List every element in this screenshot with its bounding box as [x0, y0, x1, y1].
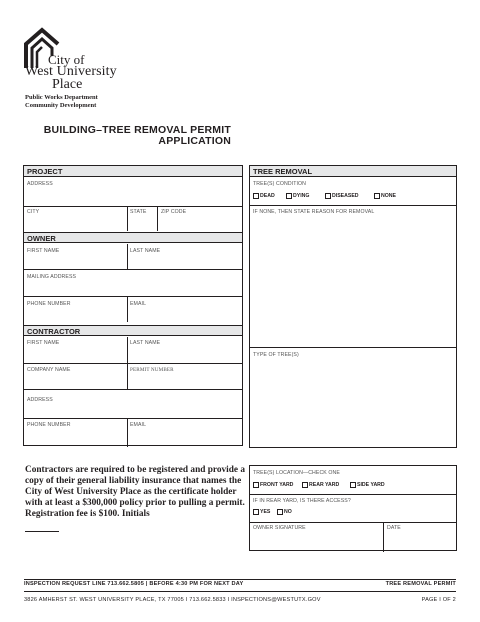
contractor-notice: Contractors are required to be registered and provide a copy of their general liability insurance that names the City of West University Place as the certificate holder with at least a $300,000 policy prior to pulling a permit. Registration fee is $100. Initials: [25, 465, 246, 519]
org-place: Place: [52, 77, 83, 92]
owner-first-name-label: FIRST NAME: [27, 248, 60, 254]
removal-reason-label: IF NONE, THEN STATE REASON FOR REMOVAL: [253, 209, 375, 215]
applicant-section: [23, 165, 243, 446]
contractor-email-label: EMAIL: [130, 422, 147, 428]
contractor-first-name-label: FIRST NAME: [27, 340, 60, 346]
contractor-permit-number-label: PERMIT NUMBER: [130, 367, 174, 373]
initials-line: [25, 531, 59, 532]
owner-signature-label: OWNER SIGNATURE: [253, 525, 306, 531]
footer-form-name: TREE REMOVAL PERMIT: [385, 581, 456, 587]
project-city-label: CITY: [27, 209, 40, 215]
tree-type-label: TYPE OF TREE(S): [253, 352, 299, 358]
project-state-label: STATE: [130, 209, 147, 215]
contractor-address-label: ADDRESS: [27, 397, 53, 403]
tree-condition-label: TREE(S) CONDITION: [253, 181, 306, 187]
owner-email-label: EMAIL: [130, 301, 147, 307]
access-no-checkbox[interactable]: NO: [277, 509, 292, 515]
rear-access-label: IF IN REAR YARD, IS THERE ACCESS?: [253, 498, 351, 504]
condition-dead-checkbox[interactable]: DEAD: [253, 193, 275, 199]
location-rear-yard-checkbox[interactable]: REAR YARD: [302, 482, 339, 488]
location-side-yard-checkbox[interactable]: SIDE YARD: [350, 482, 385, 488]
contractor-heading: CONTRACTOR: [24, 325, 242, 336]
owner-phone-label: PHONE NUMBER: [27, 301, 71, 307]
condition-dying-checkbox[interactable]: DYING: [286, 193, 309, 199]
footer-rule-bottom: [24, 591, 456, 592]
location-signature-section: [249, 465, 457, 551]
department-line-2: Community Development: [25, 102, 97, 109]
project-heading: PROJECT: [24, 166, 242, 177]
project-address-label: ADDRESS: [27, 181, 53, 187]
footer-page-number: PAGE I OF 2: [421, 597, 456, 603]
contractor-phone-label: PHONE NUMBER: [27, 422, 71, 428]
signature-date-label: DATE: [387, 525, 401, 531]
owner-mailing-address-label: MAILING ADDRESS: [27, 274, 77, 280]
form-title-line-2: APPLICATION: [158, 135, 231, 147]
condition-diseased-checkbox[interactable]: DISEASED: [325, 193, 359, 199]
tree-removal-section: [249, 165, 457, 448]
tree-location-label: TREE(S) LOCATION—CHECK ONE: [253, 470, 340, 476]
project-zip-label: ZIP CODE: [161, 209, 187, 215]
contractor-last-name-label: LAST NAME: [130, 340, 161, 346]
owner-last-name-label: LAST NAME: [130, 248, 161, 254]
condition-none-checkbox[interactable]: NONE: [374, 193, 396, 199]
owner-heading: OWNER: [24, 232, 242, 243]
tree-removal-heading: TREE REMOVAL: [250, 166, 456, 177]
location-front-yard-checkbox[interactable]: FRONT YARD: [253, 482, 293, 488]
contractor-company-label: COMPANY NAME: [27, 367, 71, 373]
footer-address-line: 3826 AMHERST ST. WEST UNIVERSITY PLACE, TX 77005 I 713.662.5833 I INSPECTIONS@WESTUTX.GOV: [24, 597, 321, 603]
inspection-request-line: INSPECTION REQUEST LINE 713.662.5805 | BEFORE 4:30 PM FOR NEXT DAY: [24, 581, 244, 587]
form-title-line-1: BUILDING–TREE REMOVAL PERMIT: [43, 124, 231, 136]
org-city: City of: [48, 52, 85, 67]
access-yes-checkbox[interactable]: YES: [253, 509, 270, 515]
footer-rule-top: [24, 579, 456, 580]
org-name: West University: [25, 64, 117, 79]
department-line-1: Public Works Department: [25, 94, 98, 101]
